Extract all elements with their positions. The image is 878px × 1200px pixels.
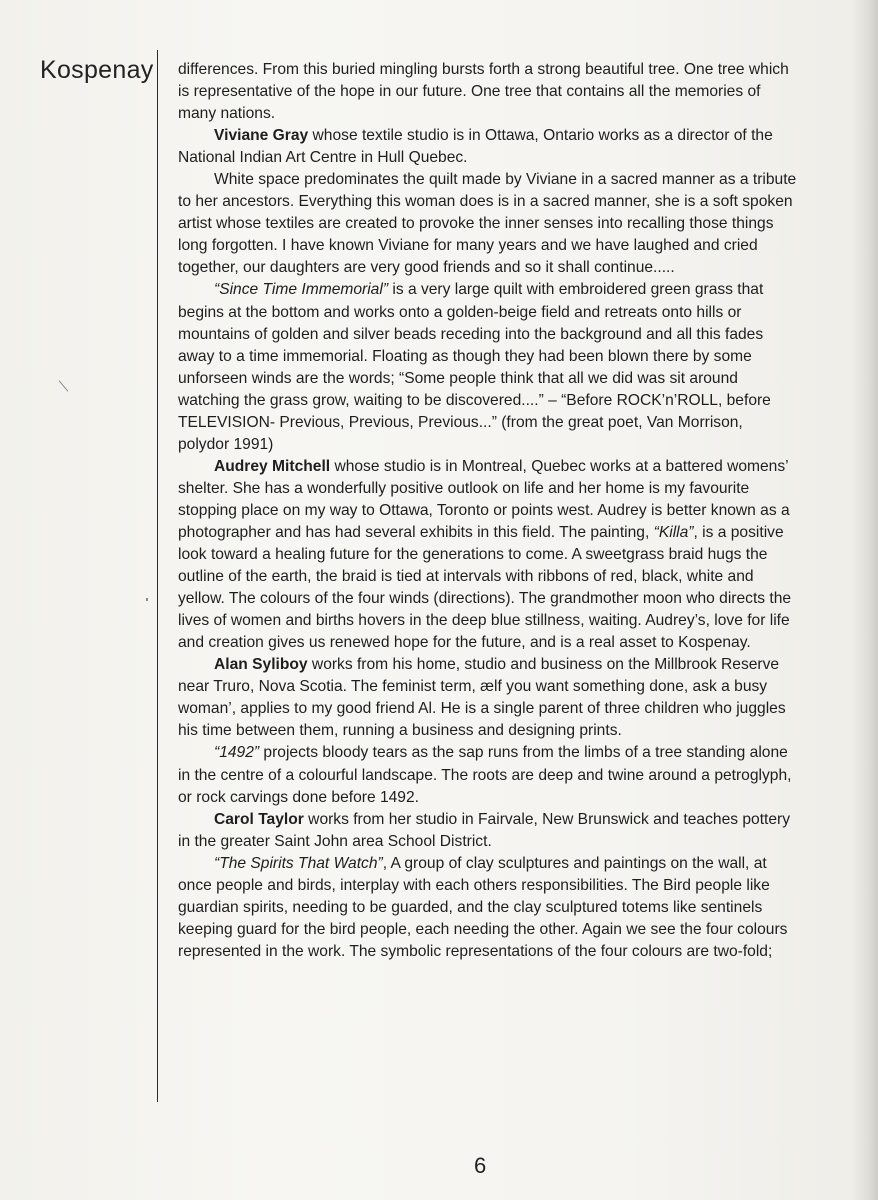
artist-name: Audrey Mitchell xyxy=(214,457,331,475)
artist-name: Carol Taylor xyxy=(214,810,304,828)
margin-rule xyxy=(157,50,158,1102)
paragraph-text: differences. From this buried mingling bursts forth a strong beautiful tree. One tree which is representative of the hope in our future. One tree that contains all the memories of many nations. xyxy=(178,61,789,123)
artist-name: Viviane Gray xyxy=(214,127,309,145)
scan-mark xyxy=(146,598,148,601)
paragraph-text: whose textile studio is in Ottawa, Ontario works as a director of the National Indian Art Centre in Hull Quebec. xyxy=(178,127,773,167)
body-paragraph xyxy=(178,742,798,808)
body-text-column xyxy=(178,59,798,963)
paragraph-text: is a very large quilt with embroidered green grass that begins at the bottom and works onto a golden-beige field and retreats onto hills or mountains of golden and silver beads receding into the background and all this fades away to a time immemorial. Floating as though they had been blown there by some unforseen winds are the words; “Some people think that all we did was sit around watching the grass grow, waiting to be discovered....” – “Before ROCK’n’ROLL, before TELEVISION- Previous, Previous, Previous...” (from the great poet, Van Morrison, polydor 1991) xyxy=(178,281,771,453)
paragraph-text: White space predominates the quilt made by Viviane in a sacred manner as a tribute to her ancestors. Everything this woman does is in a sacred manner, she is a soft spoken artist whose textiles are created to provoke the inner senses into recalling those things long forgotten. I have known Viviane for many years and we have laughed and cried together, our daughters are very good friends and so it shall continue..... xyxy=(178,171,797,277)
page-edge-shadow xyxy=(852,0,878,1200)
body-paragraph xyxy=(178,456,798,654)
paragraph-text: projects bloody tears as the sap runs from the limbs of a tree standing alone in the centre of a colourful landscape. The roots are deep and twine around a petroglyph, or rock carvings done before 1492. xyxy=(178,744,792,806)
paragraph-text: whose studio is in Montreal, Quebec works at a battered womens’ shelter. She has a wonderfully positive outlook on life and her home is my favourite stopping place on my way to Ottawa, Toronto or points west. Audrey is better known as a photographer and has had several exhibits in this field. The painting, xyxy=(178,457,790,541)
page-number: 6 xyxy=(474,1153,487,1178)
body-paragraph xyxy=(178,125,798,169)
paragraph-text: works from his home, studio and business on the Millbrook Reserve near Truro, Nova Scotia. The feminist term, ælf you want something done, ask a busy woman’, applies to my good friend Al. He is a single parent of three children who juggles his time between them, running a business and designing prints. xyxy=(178,656,786,740)
artwork-title: “Killa” xyxy=(653,523,694,541)
paragraph-text: , is a positive look toward a healing future for the generations to come. A sweetgrass braid hugs the outline of the earth, the braid is tied at intervals with ribbons of red, black, white and yellow. The colours of the four winds (directions). The grandmother moon who directs the lives of women and births hovers in the deep blue stillness, waiting. Audrey’s, love for life and creation gives us renewed hope for the future, and is a real asset to Kospenay. xyxy=(178,523,792,652)
body-paragraph xyxy=(178,853,798,963)
body-paragraph xyxy=(178,279,798,455)
body-paragraph xyxy=(178,654,798,742)
artwork-title: “The Spirits That Watch” xyxy=(214,854,383,872)
body-paragraph xyxy=(178,169,798,279)
body-paragraph xyxy=(178,59,798,125)
paragraph-text: , A group of clay sculptures and paintings on the wall, at once people and birds, interplay with each others responsibilities. The Bird people like guardian spirits, needing to be guarded, and the clay sculptured totems like sentinels keeping guard for the bird people, each needing the other. Again we see the four colours represented in the work. The symbolic representations of the four colours are two-fold; xyxy=(178,854,788,960)
artwork-title: “1492” xyxy=(214,744,260,762)
running-head: Kospenay xyxy=(40,56,154,84)
artwork-title: “Since Time Immemorial” xyxy=(214,281,389,299)
artist-name: Alan Syliboy xyxy=(214,656,308,674)
paragraph-text: works from her studio in Fairvale, New Brunswick and teaches pottery in the greater Saint John area School District. xyxy=(178,810,791,850)
body-paragraph xyxy=(178,809,798,853)
